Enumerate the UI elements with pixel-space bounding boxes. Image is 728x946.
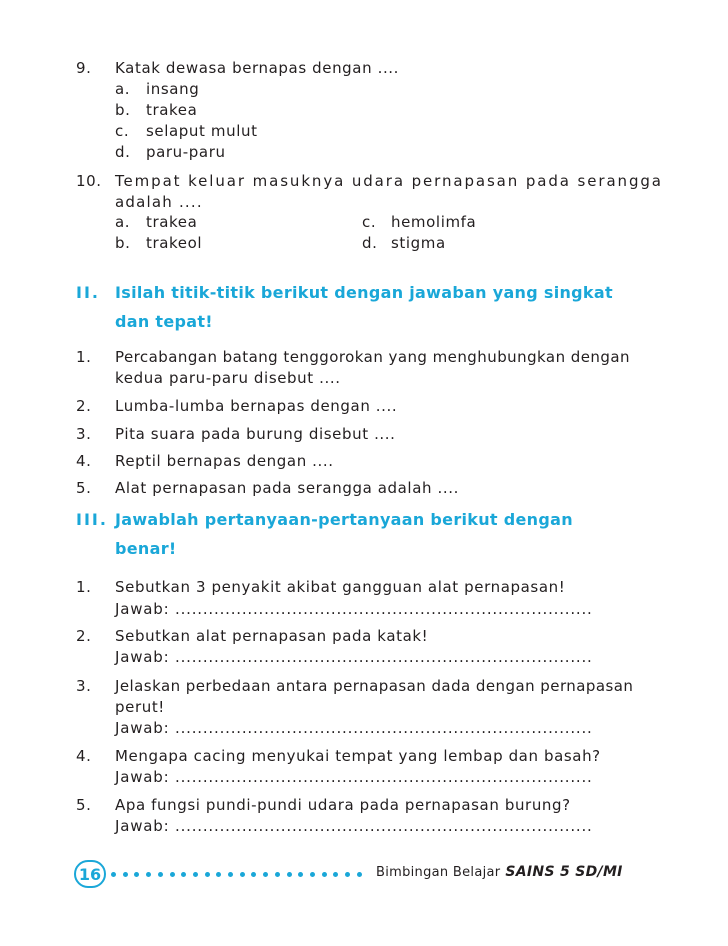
footer-dot [345, 872, 350, 877]
option-text: trakeol [146, 234, 203, 252]
section-number: II. [76, 283, 100, 302]
option-letter: b. [115, 234, 131, 252]
item-number: 3. [76, 425, 92, 443]
answer-line: Jawab: ........................................................................... [115, 600, 593, 618]
question-number: 9. [76, 59, 92, 77]
footer-dot [181, 872, 186, 877]
footer-dot [193, 872, 198, 877]
footer-dot [263, 872, 268, 877]
footer-dot [123, 872, 128, 877]
footer-dot [251, 872, 256, 877]
option-letter: a. [115, 213, 131, 231]
option-text: trakea [146, 101, 198, 119]
item-text: Mengapa cacing menyukai tempat yang lembap dan basah? [115, 747, 601, 765]
item-text: Percabangan batang tenggorokan yang menghubungkan dengan [115, 348, 630, 366]
item-number: 5. [76, 479, 92, 497]
option-text: hemolimfa [391, 213, 477, 231]
option-letter: c. [115, 122, 130, 140]
option-letter: d. [115, 143, 131, 161]
footer-dot [134, 872, 139, 877]
item-text: Pita suara pada burung disebut .... [115, 425, 396, 443]
option-letter: c. [362, 213, 377, 231]
footer-dot [333, 872, 338, 877]
option-text: insang [146, 80, 200, 98]
section-heading: Isilah titik-titik berikut dengan jawaban yang singkat [115, 283, 613, 302]
footer-dot [275, 872, 280, 877]
answer-line: Jawab: ........................................................................... [115, 648, 593, 666]
footer-dot [298, 872, 303, 877]
footer-dot [216, 872, 221, 877]
item-number: 1. [76, 578, 92, 596]
item-text: Sebutkan 3 penyakit akibat gangguan alat pernapasan! [115, 578, 566, 596]
footer-dot [146, 872, 151, 877]
option-letter: b. [115, 101, 131, 119]
footer-dot [158, 872, 163, 877]
question-number: 10. [76, 172, 102, 190]
item-number: 1. [76, 348, 92, 366]
option-letter: a. [115, 80, 131, 98]
footer-dot [170, 872, 175, 877]
section-heading-cont: dan tepat! [115, 312, 213, 331]
footer-dot [310, 872, 315, 877]
item-number: 2. [76, 397, 92, 415]
item-number: 4. [76, 452, 92, 470]
question-text-cont: adalah .... [115, 193, 203, 211]
footer-brand: SAINS 5 SD/MI [505, 864, 623, 880]
option-text: stigma [391, 234, 446, 252]
footer-dot [228, 872, 233, 877]
item-number: 5. [76, 796, 92, 814]
question-text: Katak dewasa bernapas dengan .... [115, 59, 400, 77]
option-letter: d. [362, 234, 378, 252]
item-number: 4. [76, 747, 92, 765]
answer-line: Jawab: ........................................................................... [115, 719, 593, 737]
footer-dot [287, 872, 292, 877]
answer-line: Jawab: ........................................................................... [115, 768, 593, 786]
footer-dot [205, 872, 210, 877]
item-text: Lumba-lumba bernapas dengan .... [115, 397, 398, 415]
item-text: Reptil bernapas dengan .... [115, 452, 334, 470]
footer-series: Bimbingan Belajar [376, 865, 501, 880]
footer-dot [357, 872, 362, 877]
footer-text [376, 864, 623, 880]
option-text: trakea [146, 213, 198, 231]
item-number: 3. [76, 677, 92, 695]
item-text: Sebutkan alat pernapasan pada katak! [115, 627, 429, 645]
item-text: Jelaskan perbedaan antara pernapasan dada dengan pernapasan [115, 677, 634, 695]
item-text: Alat pernapasan pada serangga adalah .... [115, 479, 459, 497]
answer-line: Jawab: ........................................................................... [115, 817, 593, 835]
footer-dot [322, 872, 327, 877]
question-text: Tempat keluar masuknya udara pernapasan pada serangga [115, 172, 663, 190]
section-number: III. [76, 510, 108, 529]
item-text-cont: perut! [115, 698, 165, 716]
option-text: selaput mulut [146, 122, 258, 140]
footer-dot [240, 872, 245, 877]
section-heading: Jawablah pertanyaan-pertanyaan berikut dengan [115, 510, 573, 529]
section-heading-cont: benar! [115, 539, 177, 558]
footer-dot [111, 872, 116, 877]
item-number: 2. [76, 627, 92, 645]
item-text: Apa fungsi pundi-pundi udara pada pernapasan burung? [115, 796, 571, 814]
option-text: paru-paru [146, 143, 226, 161]
page-number-badge: 16 [74, 860, 106, 888]
item-text-cont: kedua paru-paru disebut .... [115, 369, 341, 387]
